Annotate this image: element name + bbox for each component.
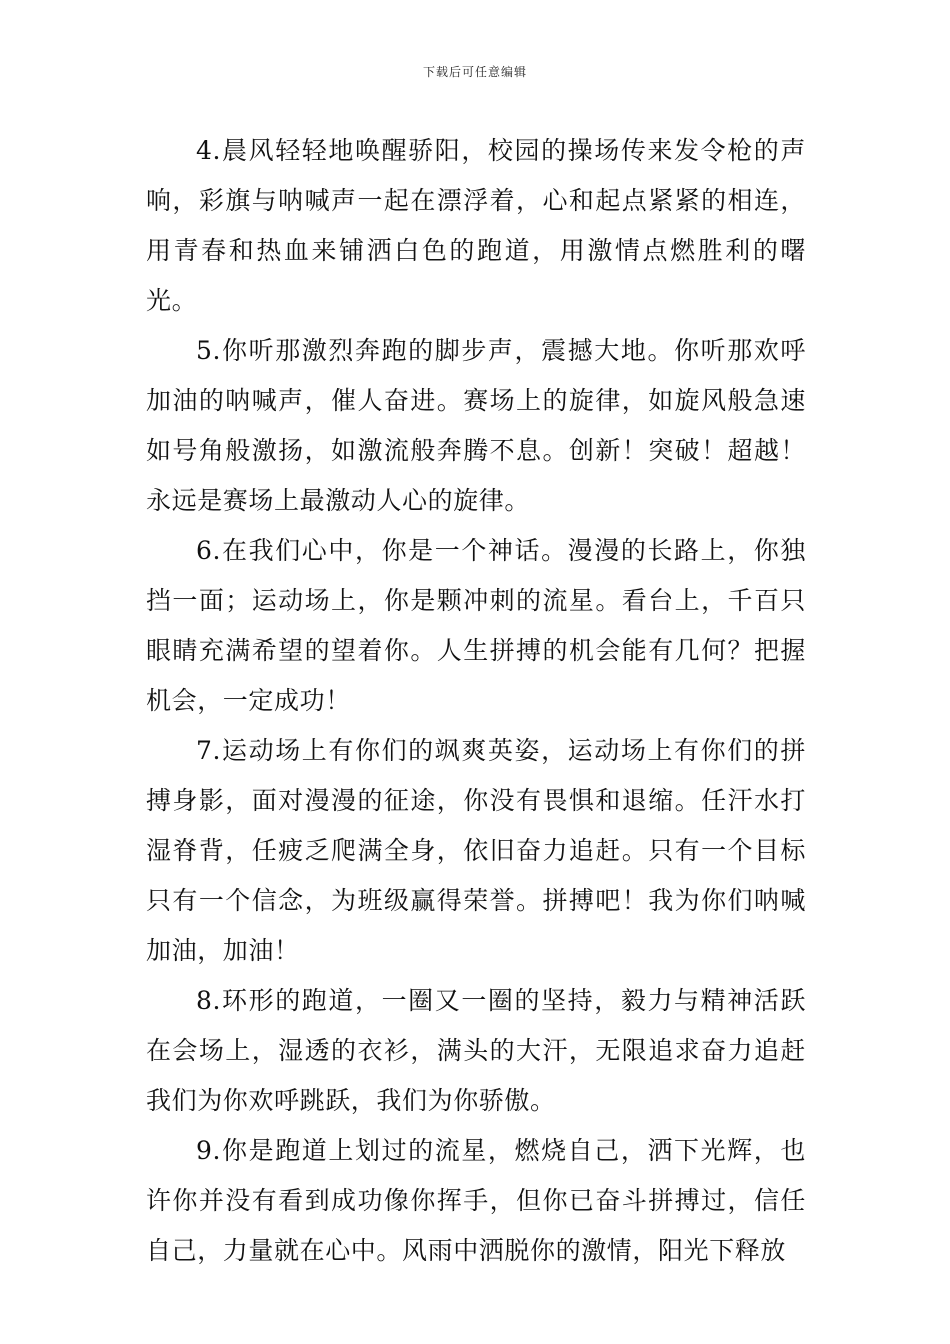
paragraph-8: 8.环形的跑道，一圈又一圈的坚持，毅力与精神活跃在会场上，湿透的衣衫，满头的大汗，无限追求奋力追赶我们为你欢呼跳跃，我们为你骄傲。	[146, 986, 806, 1115]
paragraph-9: 9.你是跑道上划过的流星，燃烧自己，洒下光辉，也许你并没有看到成功像你挥手，但你已奋斗拼搏过，信任自己，力量就在心中。风雨中洒脱你的激情，阳光下释放	[146, 1136, 806, 1265]
document-body	[146, 126, 806, 1276]
paragraph-6: 6.在我们心中，你是一个神话。漫漫的长路上，你独挡一面；运动场上，你是颗冲刺的流星。看台上，千百只眼睛充满希望的望着你。人生拼搏的机会能有几何？把握机会，一定成功！	[146, 536, 806, 715]
paragraph-7: 7.运动场上有你们的飒爽英姿，运动场上有你们的拼搏身影，面对漫漫的征途，你没有畏惧和退缩。任汗水打湿脊背，任疲乏爬满全身，依旧奋力追赶。只有一个目标只有一个信念，为班级赢得荣誉。拼搏吧！我为你们呐喊加油，加油！	[146, 736, 806, 965]
paragraph-4: 4.晨风轻轻地唤醒骄阳，校园的操场传来发令枪的声响，彩旗与呐喊声一起在漂浮着，心和起点紧紧的相连，用青春和热血来铺洒白色的跑道，用激情点燃胜利的曙光。	[146, 136, 806, 315]
page-header-note: 下载后可任意编辑	[422, 65, 527, 79]
paragraph-5: 5.你听那激烈奔跑的脚步声，震撼大地。你听那欢呼加油的呐喊声，催人奋进。赛场上的旋律，如旋风般急速如号角般激扬，如激流般奔腾不息。创新！突破！超越！永远是赛场上最激动人心的旋律。	[146, 336, 806, 515]
